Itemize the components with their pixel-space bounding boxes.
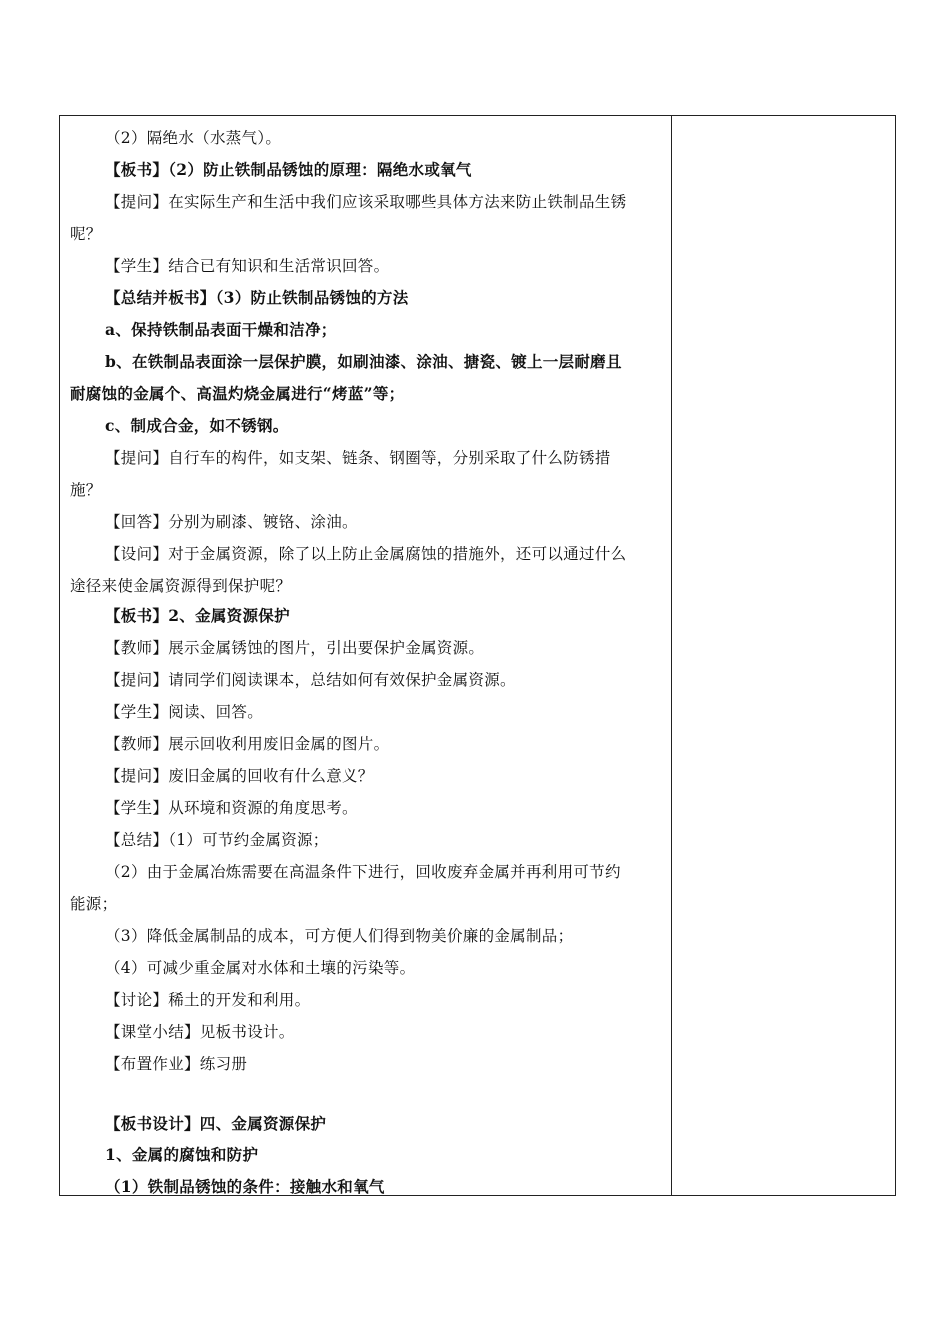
text-line: 【提问】废旧金属的回收有什么意义？ (105, 767, 374, 785)
text-line: 【学生】结合已有知识和生活常识回答。 (105, 257, 390, 275)
board-design-heading: 【板书设计】四、金属资源保护 (105, 1114, 327, 1133)
board-note-line: 【板书】2、金属资源保护 (105, 606, 290, 625)
board-note-line: 【板书】（2）防止铁制品锈蚀的原理：隔绝水或氧气 (105, 160, 472, 179)
text-line: 【教师】展示金属锈蚀的图片，引出要保护金属资源。 (105, 639, 485, 657)
text-line: 【教师】展示回收利用废旧金属的图片。 (105, 735, 390, 753)
text-line: 【提问】在实际生产和生活中我们应该采取哪些具体方法来防止铁制品生锈 (105, 193, 627, 211)
board-note-line: c、制成合金，如不锈钢。 (105, 416, 289, 435)
board-note-line: a、保持铁制品表面干燥和洁净； (105, 320, 337, 339)
text-line: （3）降低金属制品的成本，可方便人们得到物美价廉的金属制品； (105, 927, 574, 945)
text-line: 【提问】自行车的构件，如支架、链条、钢圈等，分别采取了什么防锈措 (105, 449, 611, 467)
text-line: 施？ (70, 481, 102, 499)
board-note-line: 【总结并板书】（3）防止铁制品锈蚀的方法 (105, 288, 409, 307)
text-line: 【学生】阅读、回答。 (105, 703, 264, 721)
text-line: 【布置作业】练习册 (105, 1055, 248, 1073)
text-line: 【课堂小结】见板书设计。 (105, 1023, 295, 1041)
text-line: （2）隔绝水（水蒸气）。 (105, 129, 282, 147)
lesson-table (59, 115, 896, 1196)
text-line: 【总结】（1）可节约金属资源； (105, 831, 329, 849)
text-line: 能源； (70, 895, 118, 913)
text-line: 途径来使金属资源得到保护呢？ (70, 577, 292, 595)
text-line: （4）可减少重金属对水体和土壤的污染等。 (105, 959, 416, 977)
text-line: （2）由于金属冶炼需要在高温条件下进行，回收废弃金属并再利用可节约 (105, 863, 621, 881)
text-line: 【提问】请同学们阅读课本，总结如何有效保护金属资源。 (105, 671, 516, 689)
text-line: 呢？ (70, 225, 102, 243)
text-line: 【学生】从环境和资源的角度思考。 (105, 799, 358, 817)
board-design-line: 1、金属的腐蚀和防护 (105, 1145, 259, 1164)
column-divider (671, 116, 672, 1195)
board-note-line: 耐腐蚀的金属个、高温灼烧金属进行“烤蓝”等； (70, 384, 405, 403)
text-line: 【设问】对于金属资源，除了以上防止金属腐蚀的措施外，还可以通过什么 (105, 545, 627, 563)
text-line: 【讨论】稀土的开发和利用。 (105, 991, 311, 1009)
board-design-line: （1）铁制品锈蚀的条件：接触水和氧气 (105, 1177, 385, 1196)
board-note-line: b、在铁制品表面涂一层保护膜，如刷油漆、涂油、搪瓷、镀上一层耐磨且 (105, 352, 622, 371)
text-line: 【回答】分别为刷漆、镀铬、涂油。 (105, 513, 358, 531)
